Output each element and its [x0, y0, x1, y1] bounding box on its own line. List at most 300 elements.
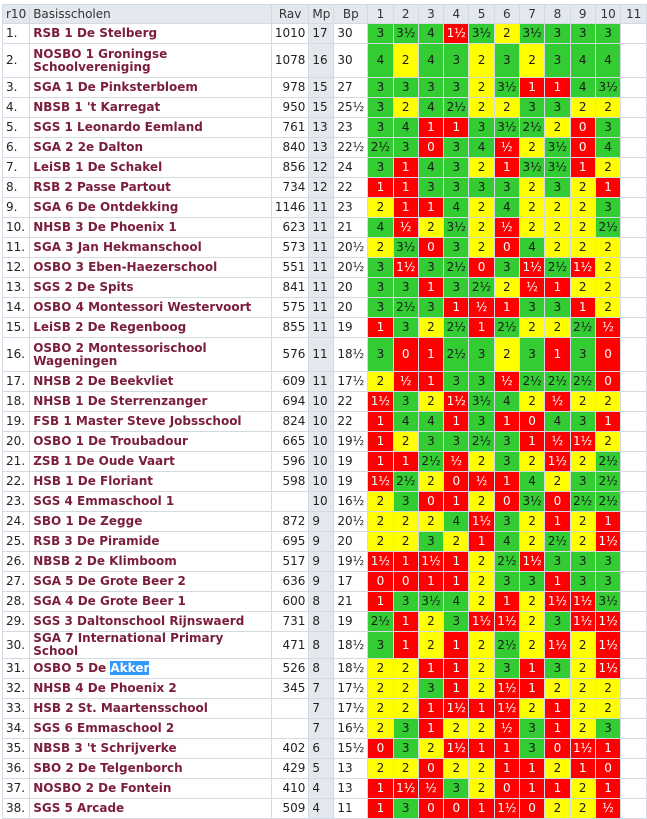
score-cell: 1: [393, 552, 418, 572]
score-cell: 2: [570, 278, 595, 298]
score-cell: [621, 492, 647, 512]
table-row[interactable]: [3, 278, 647, 298]
score-cell: 2: [469, 452, 494, 472]
score-cell: 2: [469, 492, 494, 512]
bp-cell: 22½: [334, 138, 368, 158]
score-cell: 3: [418, 532, 443, 552]
score-cell: [621, 699, 647, 719]
score-cell: 2: [469, 78, 494, 98]
score-cell: 1: [418, 699, 443, 719]
score-cell: 1: [444, 572, 469, 592]
score-cell: 1½: [519, 552, 544, 572]
mp-cell: 10: [309, 412, 334, 432]
score-cell: 3: [494, 512, 519, 532]
score-cell: 4: [393, 412, 418, 432]
score-cell: 3: [595, 198, 621, 218]
score-cell: 3: [595, 24, 621, 44]
table-row[interactable]: [3, 512, 647, 532]
bp-cell: 22: [334, 412, 368, 432]
score-cell: 2: [444, 759, 469, 779]
score-cell: 4: [444, 198, 469, 218]
round-col-header: 9: [570, 5, 595, 24]
score-cell: 2: [393, 679, 418, 699]
bp-cell: 18½: [334, 632, 368, 659]
score-cell: 2: [469, 238, 494, 258]
score-cell: ½: [494, 719, 519, 739]
score-cell: 3: [545, 612, 570, 632]
table-row[interactable]: [3, 238, 647, 258]
mp-cell: 7: [309, 699, 334, 719]
score-cell: 2: [469, 44, 494, 78]
table-row[interactable]: [3, 78, 647, 98]
rank-cell: 35.: [3, 739, 30, 759]
mp-cell: 11: [309, 318, 334, 338]
bp-cell: 23: [334, 198, 368, 218]
rank-cell: 12.: [3, 258, 30, 278]
score-cell: [621, 552, 647, 572]
rav-cell: 824: [271, 412, 309, 432]
mp-cell: 5: [309, 759, 334, 779]
school-name: FSB 1 Master Steve Jobsschool: [30, 412, 272, 432]
bp-cell: 15½: [334, 739, 368, 759]
score-cell: 2: [469, 759, 494, 779]
score-cell: 3: [595, 118, 621, 138]
table-row[interactable]: [3, 218, 647, 238]
score-cell: 2: [444, 532, 469, 552]
table-row[interactable]: [3, 592, 647, 612]
score-cell: [621, 759, 647, 779]
score-cell: 2: [545, 679, 570, 699]
bp-cell: 17½: [334, 699, 368, 719]
rank-cell: 30.: [3, 632, 30, 659]
table-row[interactable]: [3, 98, 647, 118]
score-cell: 2½: [494, 632, 519, 659]
score-cell: 1: [418, 659, 443, 679]
score-cell: 2½: [393, 298, 418, 318]
mp-header: Mp: [309, 5, 334, 24]
school-name: NBSB 2 De Klimboom: [30, 552, 272, 572]
score-cell: 3: [570, 572, 595, 592]
bp-cell: 20: [334, 278, 368, 298]
score-cell: 0: [545, 492, 570, 512]
score-cell: 3: [393, 318, 418, 338]
score-cell: 0: [545, 739, 570, 759]
score-cell: 2: [570, 799, 595, 819]
score-cell: 1: [570, 158, 595, 178]
score-cell: 3: [545, 298, 570, 318]
score-cell: 0: [418, 492, 443, 512]
score-cell: 0: [595, 759, 621, 779]
score-cell: 1: [393, 198, 418, 218]
table-row[interactable]: [3, 572, 647, 592]
score-cell: 1: [570, 759, 595, 779]
bp-cell: 13: [334, 779, 368, 799]
score-cell: 1½: [368, 392, 393, 412]
score-cell: 1: [494, 412, 519, 432]
table-row[interactable]: [3, 612, 647, 632]
score-cell: 3: [368, 632, 393, 659]
school-name: HSB 1 De Floriant: [30, 472, 272, 492]
school-name: SGS 6 Emmaschool 2: [30, 719, 272, 739]
score-cell: 2: [469, 632, 494, 659]
score-cell: ½: [444, 452, 469, 472]
table-row[interactable]: [3, 412, 647, 432]
mp-cell: 10: [309, 452, 334, 472]
bp-cell: 11: [334, 799, 368, 819]
score-cell: 3: [494, 44, 519, 78]
school-name: LeiSB 2 De Regenboog: [30, 318, 272, 338]
score-cell: 3: [368, 98, 393, 118]
score-cell: 3: [444, 78, 469, 98]
rav-cell: 609: [271, 372, 309, 392]
score-cell: 3: [444, 278, 469, 298]
score-cell: 0: [494, 238, 519, 258]
table-row[interactable]: [3, 258, 647, 278]
rank-cell: 36.: [3, 759, 30, 779]
bp-cell: 19: [334, 318, 368, 338]
score-cell: 1½: [393, 779, 418, 799]
mp-cell: 11: [309, 372, 334, 392]
rank-cell: 5.: [3, 118, 30, 138]
rank-cell: 34.: [3, 719, 30, 739]
table-row[interactable]: [3, 178, 647, 198]
score-cell: 3: [595, 572, 621, 592]
table-row[interactable]: [3, 452, 647, 472]
score-cell: 1: [595, 779, 621, 799]
mp-cell: 9: [309, 532, 334, 552]
table-row[interactable]: [3, 492, 647, 512]
score-cell: 2½: [519, 118, 544, 138]
score-cell: 1½: [418, 552, 443, 572]
school-name: SGA 2 2e Dalton: [30, 138, 272, 158]
score-cell: 2: [519, 632, 544, 659]
rank-cell: 32.: [3, 679, 30, 699]
rank-cell: 26.: [3, 552, 30, 572]
rav-header: Rav: [271, 5, 309, 24]
table-row[interactable]: [3, 432, 647, 452]
score-cell: 2: [469, 218, 494, 238]
score-cell: 2: [393, 532, 418, 552]
score-cell: 2½: [519, 372, 544, 392]
rav-cell: 471: [271, 632, 309, 659]
score-cell: [621, 338, 647, 372]
score-cell: 2: [545, 799, 570, 819]
score-cell: [621, 218, 647, 238]
bp-cell: 13: [334, 759, 368, 779]
bp-cell: 27: [334, 78, 368, 98]
score-cell: 3: [519, 98, 544, 118]
round-col-header: 1: [368, 5, 393, 24]
score-cell: 1½: [570, 258, 595, 278]
table-row[interactable]: [3, 298, 647, 318]
score-cell: ½: [545, 432, 570, 452]
score-cell: 1: [368, 412, 393, 432]
score-cell: 3½: [393, 24, 418, 44]
score-cell: 2: [494, 278, 519, 298]
table-row[interactable]: [3, 532, 647, 552]
score-cell: [621, 238, 647, 258]
score-cell: 0: [418, 759, 443, 779]
score-cell: 2½: [570, 492, 595, 512]
score-cell: 1: [595, 739, 621, 759]
score-cell: 1½: [469, 512, 494, 532]
bp-cell: 21: [334, 592, 368, 612]
score-cell: ½: [418, 779, 443, 799]
rank-cell: 1.: [3, 24, 30, 44]
score-cell: 2: [595, 679, 621, 699]
score-cell: 3: [494, 659, 519, 679]
rank-cell: 13.: [3, 278, 30, 298]
score-cell: 2: [570, 218, 595, 238]
table-row[interactable]: [3, 679, 647, 699]
mp-cell: 8: [309, 612, 334, 632]
score-cell: 3½: [494, 118, 519, 138]
mp-cell: 9: [309, 552, 334, 572]
score-cell: 3: [368, 298, 393, 318]
score-cell: 2: [570, 532, 595, 552]
score-cell: 3: [368, 118, 393, 138]
score-cell: 3: [494, 432, 519, 452]
score-cell: 3: [368, 338, 393, 372]
score-cell: 1½: [494, 679, 519, 699]
bp-cell: 19: [334, 452, 368, 472]
score-cell: 1: [418, 719, 443, 739]
rav-cell: 731: [271, 612, 309, 632]
score-cell: 2: [595, 98, 621, 118]
score-cell: 0: [444, 799, 469, 819]
table-row[interactable]: [3, 118, 647, 138]
rank-cell: 3.: [3, 78, 30, 98]
bp-cell: 19½: [334, 552, 368, 572]
score-cell: 2: [570, 392, 595, 412]
score-cell: [621, 612, 647, 632]
table-row[interactable]: [3, 158, 647, 178]
table-row[interactable]: [3, 338, 647, 372]
score-cell: 1½: [545, 632, 570, 659]
score-cell: 3: [469, 178, 494, 198]
score-cell: 2: [393, 512, 418, 532]
table-row[interactable]: [3, 318, 647, 338]
score-cell: [621, 472, 647, 492]
score-cell: 1: [595, 412, 621, 432]
score-cell: 3½: [519, 492, 544, 512]
table-row[interactable]: [3, 659, 647, 679]
score-cell: 1: [469, 532, 494, 552]
mp-cell: 4: [309, 799, 334, 819]
table-row[interactable]: [3, 632, 647, 659]
score-cell: 2: [570, 632, 595, 659]
school-name: NBSB 1 't Karregat: [30, 98, 272, 118]
score-cell: 3: [545, 659, 570, 679]
score-cell: 3½: [595, 78, 621, 98]
score-cell: 4: [418, 98, 443, 118]
score-cell: 4: [418, 44, 443, 78]
rank-cell: 22.: [3, 472, 30, 492]
score-cell: 3: [418, 298, 443, 318]
score-cell: 2: [519, 44, 544, 78]
rav-cell: 429: [271, 759, 309, 779]
mp-cell: 13: [309, 138, 334, 158]
school-name: LeiSB 1 De Schakel: [30, 158, 272, 178]
score-cell: 1: [418, 338, 443, 372]
score-cell: 3: [545, 24, 570, 44]
score-cell: 2: [418, 632, 443, 659]
score-cell: 3: [519, 298, 544, 318]
score-cell: 3½: [545, 138, 570, 158]
score-cell: 1½: [444, 699, 469, 719]
score-cell: 1: [393, 158, 418, 178]
score-cell: 1: [494, 759, 519, 779]
table-row[interactable]: [3, 699, 647, 719]
score-cell: 2½: [444, 258, 469, 278]
score-cell: 3: [444, 432, 469, 452]
bp-cell: 17½: [334, 372, 368, 392]
score-cell: [621, 24, 647, 44]
score-cell: 4: [519, 238, 544, 258]
score-cell: 3½: [494, 78, 519, 98]
rav-cell: [271, 492, 309, 512]
score-cell: 3: [444, 178, 469, 198]
round-col-header: 11: [621, 5, 647, 24]
school-name: SGS 4 Emmaschool 1: [30, 492, 272, 512]
score-cell: 3: [444, 158, 469, 178]
rav-cell: 978: [271, 78, 309, 98]
score-cell: 2: [368, 238, 393, 258]
round-col-header: 5: [469, 5, 494, 24]
score-cell: 2: [418, 218, 443, 238]
score-cell: 0: [595, 372, 621, 392]
score-cell: 0: [519, 412, 544, 432]
school-name: NOSBO 2 De Fontein: [30, 779, 272, 799]
school-header: Basisscholen: [30, 5, 272, 24]
score-cell: 2: [545, 318, 570, 338]
school-name: NOSBO 1 Groningse Schoolvereniging: [30, 44, 272, 78]
score-cell: 2: [494, 338, 519, 372]
score-cell: [621, 739, 647, 759]
score-cell: [621, 372, 647, 392]
score-cell: 0: [393, 572, 418, 592]
score-cell: 2: [368, 198, 393, 218]
score-cell: 2: [570, 178, 595, 198]
score-cell: 3: [595, 719, 621, 739]
school-name: SGA 7 International Primary School: [30, 632, 272, 659]
score-cell: 3: [570, 472, 595, 492]
score-cell: 4: [494, 392, 519, 412]
score-cell: 4: [418, 24, 443, 44]
score-cell: 2: [444, 719, 469, 739]
score-cell: ½: [494, 218, 519, 238]
table-row[interactable]: [3, 198, 647, 218]
score-cell: 4: [570, 78, 595, 98]
score-cell: 2½: [469, 278, 494, 298]
round-header: r10: [3, 5, 30, 24]
table-row[interactable]: [3, 719, 647, 739]
school-name: OSBO 3 Eben-Haezerschool: [30, 258, 272, 278]
score-cell: 3: [368, 24, 393, 44]
score-cell: 1: [368, 779, 393, 799]
score-cell: 3½: [418, 592, 443, 612]
score-cell: 1½: [519, 258, 544, 278]
score-cell: 3: [368, 278, 393, 298]
score-cell: 3: [393, 739, 418, 759]
table-row[interactable]: [3, 472, 647, 492]
score-cell: 3½: [393, 238, 418, 258]
score-cell: 0: [368, 572, 393, 592]
score-cell: 2½: [393, 472, 418, 492]
table-row[interactable]: [3, 44, 647, 78]
score-cell: 1: [519, 779, 544, 799]
score-cell: 2: [570, 679, 595, 699]
score-cell: 1: [368, 799, 393, 819]
score-cell: 2: [570, 512, 595, 532]
score-cell: 1: [368, 318, 393, 338]
table-row[interactable]: [3, 759, 647, 779]
standings-table: [2, 4, 647, 819]
score-cell: [621, 679, 647, 699]
score-cell: 2½: [570, 318, 595, 338]
score-cell: 3: [494, 452, 519, 472]
score-cell: 1½: [545, 452, 570, 472]
score-cell: 3: [570, 412, 595, 432]
table-row[interactable]: [3, 739, 647, 759]
score-cell: ½: [494, 138, 519, 158]
table-row[interactable]: [3, 392, 647, 412]
score-cell: [621, 432, 647, 452]
round-col-header: 6: [494, 5, 519, 24]
table-row[interactable]: [3, 799, 647, 819]
score-cell: 4: [570, 44, 595, 78]
score-cell: 3: [444, 612, 469, 632]
mp-cell: 8: [309, 632, 334, 659]
table-row[interactable]: [3, 138, 647, 158]
score-cell: 2: [393, 759, 418, 779]
score-cell: 2: [368, 699, 393, 719]
score-cell: 2: [545, 759, 570, 779]
table-row[interactable]: [3, 24, 647, 44]
score-cell: 2: [368, 659, 393, 679]
score-cell: 4: [595, 138, 621, 158]
text-selection: Akker: [110, 661, 150, 675]
score-cell: 3½: [469, 392, 494, 412]
table-row[interactable]: [3, 372, 647, 392]
score-cell: 4: [595, 44, 621, 78]
score-cell: 2: [469, 552, 494, 572]
score-cell: 0: [393, 338, 418, 372]
rav-cell: 855: [271, 318, 309, 338]
mp-cell: 17: [309, 24, 334, 44]
score-cell: 2: [595, 699, 621, 719]
rank-cell: 17.: [3, 372, 30, 392]
score-cell: 2: [393, 432, 418, 452]
score-cell: 1: [444, 492, 469, 512]
score-cell: 1: [519, 659, 544, 679]
rank-cell: 4.: [3, 98, 30, 118]
score-cell: 2½: [368, 138, 393, 158]
score-cell: ½: [545, 392, 570, 412]
bp-cell: 19½: [334, 432, 368, 452]
score-cell: 3: [418, 432, 443, 452]
rank-cell: 23.: [3, 492, 30, 512]
table-row[interactable]: [3, 552, 647, 572]
score-cell: 1: [444, 552, 469, 572]
mp-cell: 10: [309, 392, 334, 412]
table-row[interactable]: [3, 779, 647, 799]
score-cell: 2: [570, 719, 595, 739]
score-cell: 1: [418, 118, 443, 138]
score-cell: 1: [545, 699, 570, 719]
score-cell: 2: [469, 719, 494, 739]
score-cell: 4: [368, 44, 393, 78]
